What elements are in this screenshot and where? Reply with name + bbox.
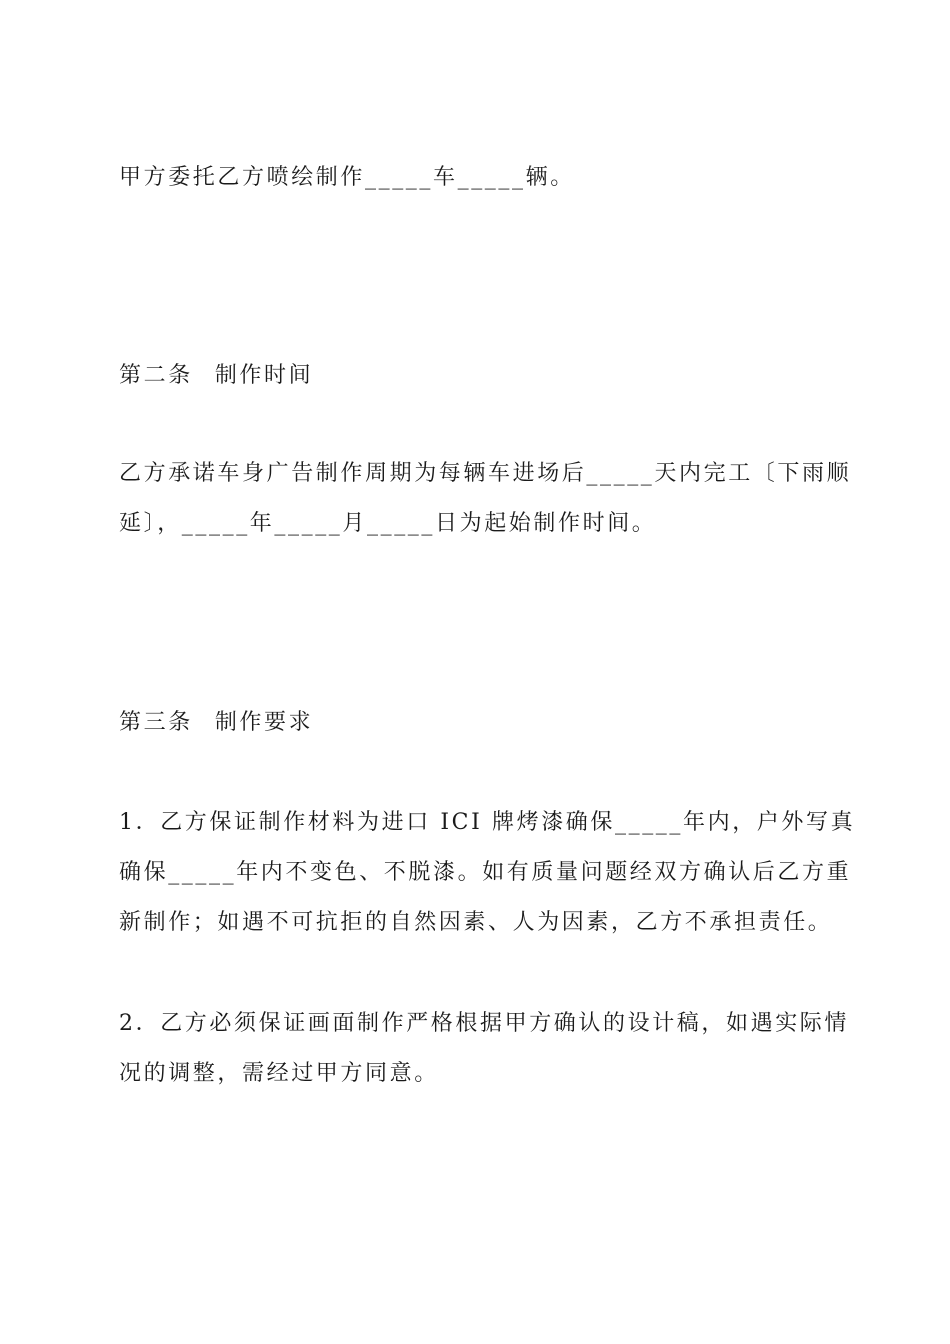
section-2-body-line-1: 乙方承诺车身广告制作周期为每辆车进场后_____天内完工〔下雨顺 [119, 461, 852, 486]
section-2-body-line-2: 延〕，_____年_____月_____日为起始制作时间。 [119, 511, 657, 536]
section-3-item-2-line-1: 2．乙方必须保证画面制作严格根据甲方确认的设计稿，如遇实际情 [119, 1011, 849, 1036]
section-2-heading [119, 361, 839, 391]
paragraph-vehicle-count: 甲方委托乙方喷绘制作_____车_____辆。 [119, 165, 575, 190]
section-2-title: 制作时间 [214, 363, 314, 388]
section-3-item-2-line-2: 况的调整，需经过甲方同意。 [119, 1061, 439, 1086]
section-3-item-1-line-2: 确保_____年内不变色、不脱漆。如有质量问题经双方确认后乙方重 [119, 860, 852, 885]
section-3-heading [119, 708, 839, 738]
section-3-item-1-line-1: 1．乙方保证制作材料为进口 ICI 牌烤漆确保_____年内，户外写真 [119, 810, 856, 835]
section-2-number: 第二条 [119, 363, 193, 388]
section-3-title: 制作要求 [214, 710, 314, 735]
section-3-number: 第三条 [119, 710, 193, 735]
section-3-item-1-line-3: 新制作；如遇不可抗拒的自然因素、人为因素，乙方不承担责任。 [119, 910, 833, 935]
